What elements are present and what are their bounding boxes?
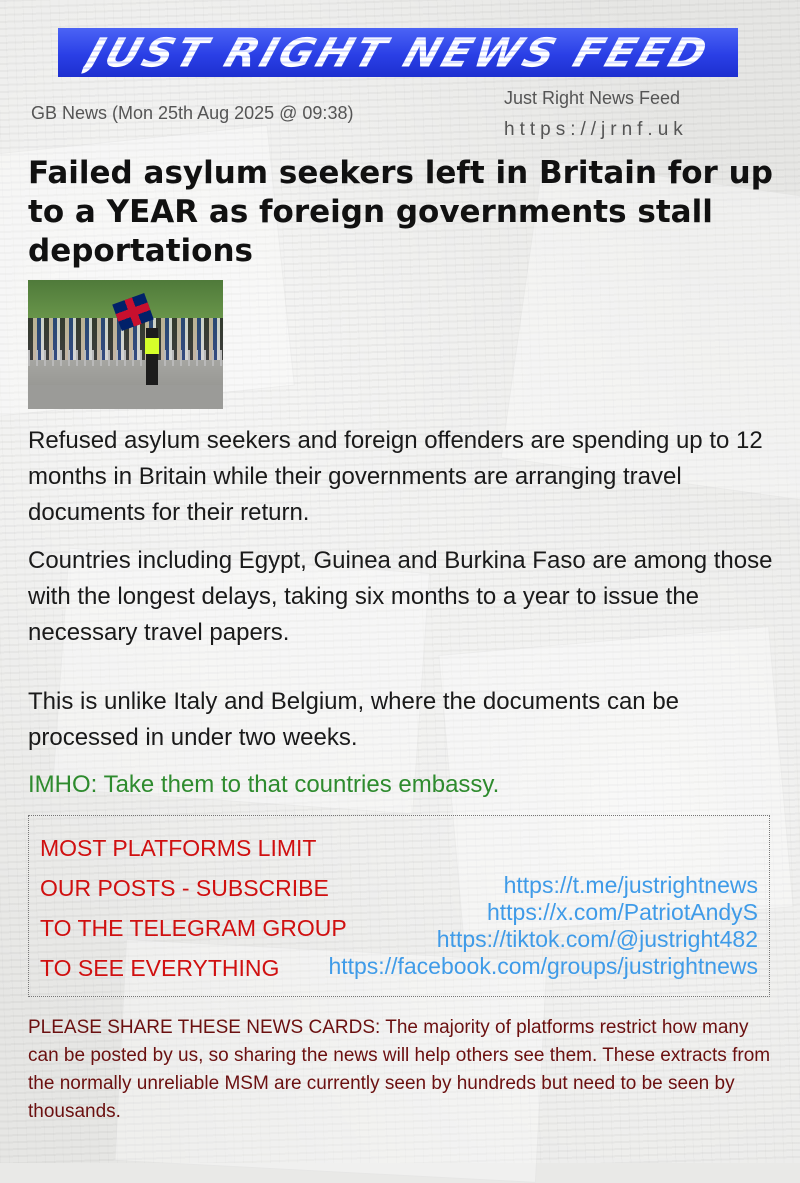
tiktok-link[interactable]: https://tiktok.com/@justright482 — [436, 926, 758, 952]
photo-barrier — [28, 350, 223, 366]
photo-officer — [146, 328, 158, 386]
facebook-link[interactable]: https://facebook.com/groups/justrightnews — [328, 953, 758, 979]
opinion-note: IMHO: Take them to that countries embassy. — [28, 771, 500, 798]
social-links — [328, 872, 758, 980]
article-paragraph: This is unlike Italy and Belgium, where the documents can be processed in under two weeks. — [28, 688, 680, 751]
share-note: PLEASE SHARE THESE NEWS CARDS: The majority of platforms restrict how many can be posted by us, so sharing the news will help others see them. These extracts from the normally unreliable MSM are currently seen by hundreds but need to be seen by thousands. — [28, 1017, 771, 1122]
promo-line: TO THE TELEGRAM GROUP — [40, 915, 347, 941]
article-paragraph: Refused asylum seekers and foreign offenders are spending up to 12 months in Britain while their governments are arranging travel documents for their return. — [28, 427, 763, 526]
promo-message — [40, 828, 347, 988]
subscribe-promo-box — [28, 815, 770, 997]
article-source: GB News (Mon 25th Aug 2025 @ 09:38) — [31, 103, 354, 123]
feed-name: Just Right News Feed — [504, 88, 681, 108]
photo-road — [28, 385, 223, 409]
promo-line: TO SEE EVERYTHING — [40, 955, 280, 981]
x-link[interactable]: https://x.com/PatriotAndyS — [486, 899, 758, 925]
feed-url[interactable]: https://jrnf.uk — [504, 119, 688, 140]
promo-line: OUR POSTS - SUBSCRIBE — [40, 875, 329, 901]
site-banner — [58, 28, 738, 77]
article-headline: Failed asylum seekers left in Britain for up to a YEAR as foreign governments stall deportations — [28, 155, 773, 269]
telegram-link[interactable]: https://t.me/justrightnews — [503, 872, 758, 898]
photo-hi-vis-vest — [145, 338, 159, 354]
promo-line: MOST PLATFORMS LIMIT — [40, 835, 317, 861]
banner-title: JUST RIGHT NEWS FEED — [80, 29, 716, 76]
article-photo — [28, 280, 223, 409]
article-paragraph: Countries including Egypt, Guinea and Burkina Faso are among those with the longest delays, taking six months to a year to issue the necessary travel papers. — [28, 547, 773, 646]
